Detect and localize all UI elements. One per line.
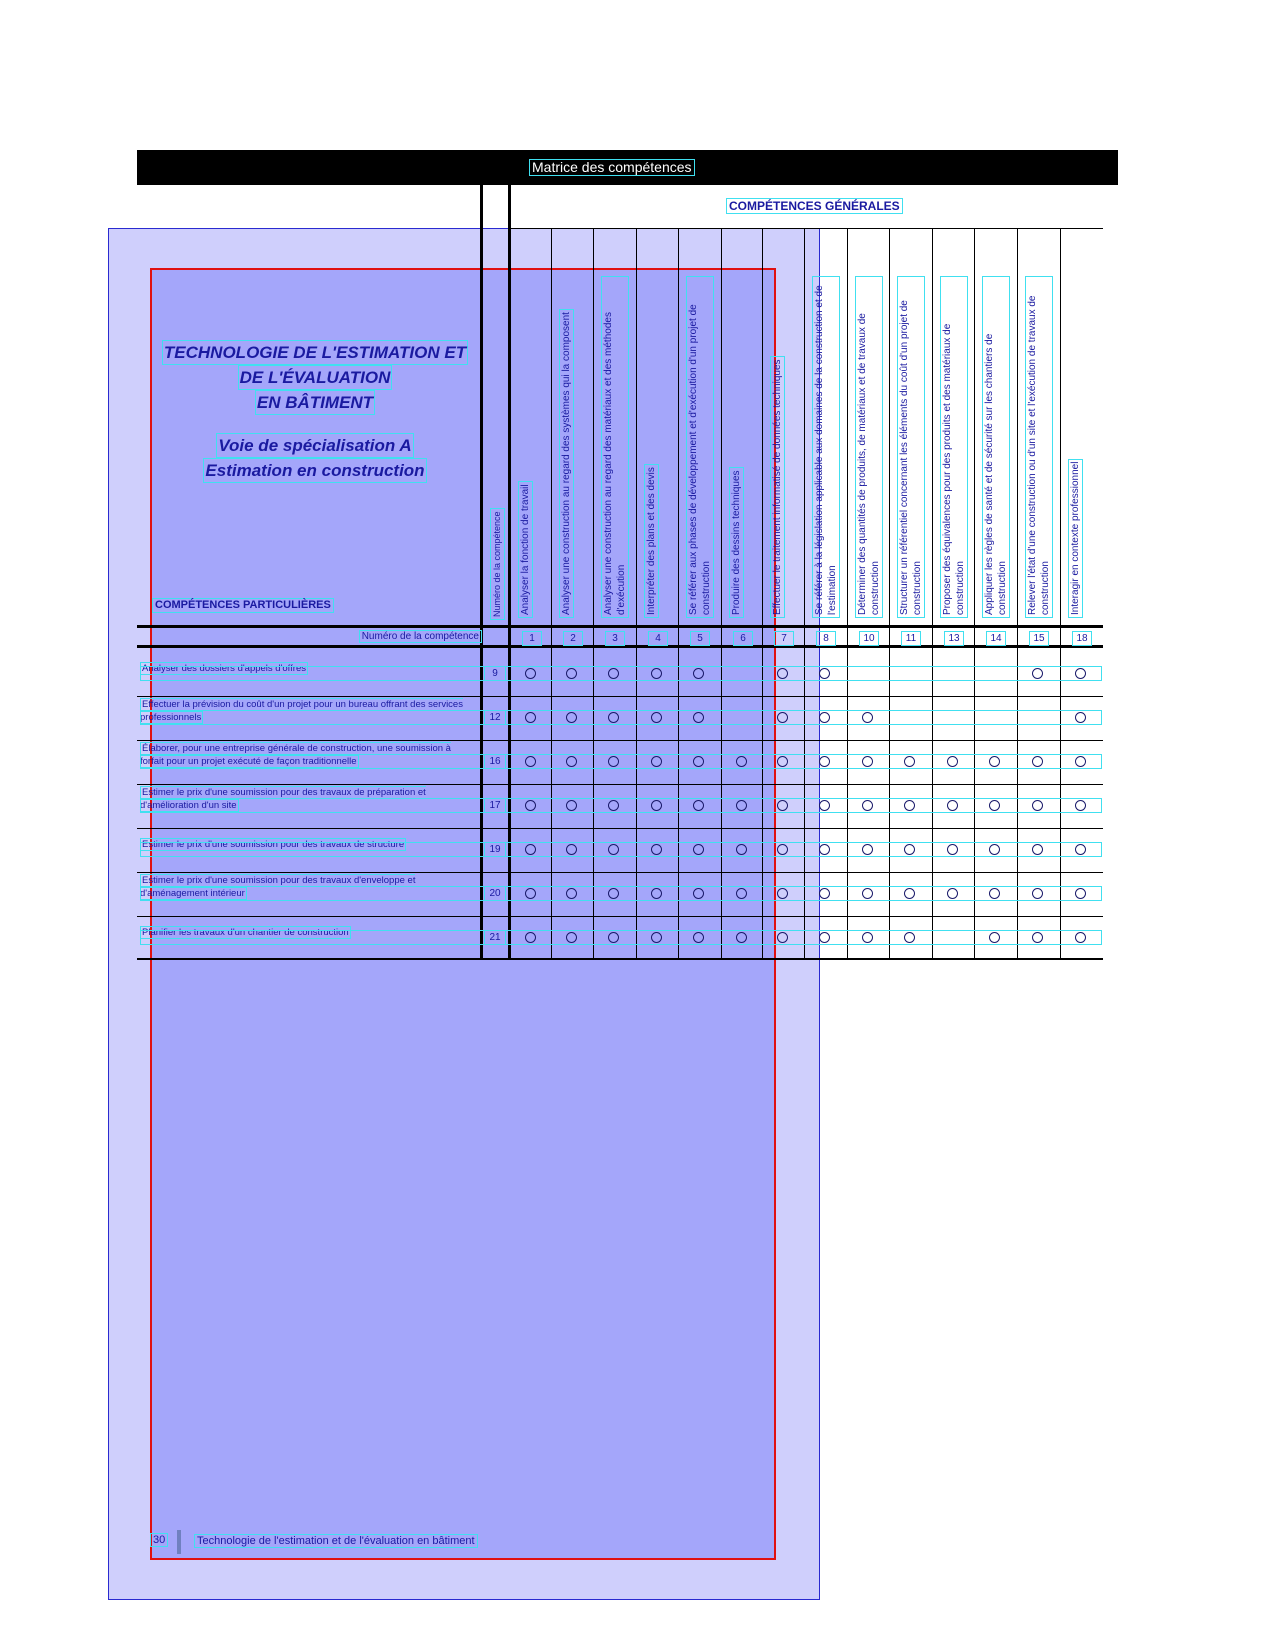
competency-link-mark [525, 668, 536, 679]
competency-link-mark [736, 932, 747, 943]
competency-link-mark [736, 888, 747, 899]
competency-link-mark [777, 932, 788, 943]
competency-link-mark [777, 844, 788, 855]
competency-link-mark [819, 844, 830, 855]
competency-link-mark [651, 756, 662, 767]
program-title [150, 340, 480, 415]
general-competency-header [855, 276, 885, 618]
competency-link-mark [736, 756, 747, 767]
competency-link-mark [525, 932, 536, 943]
competency-link-mark [904, 756, 915, 767]
program-title-line: DE L'ÉVALUATION [238, 365, 393, 390]
particular-competency-number: 12 [484, 710, 506, 725]
competency-link-mark [651, 668, 662, 679]
general-competency-label: Effectuer le traitement informatisé de données techniques [770, 356, 785, 618]
competency-link-mark [947, 756, 958, 767]
competency-link-mark [566, 800, 577, 811]
competency-link-mark [947, 888, 958, 899]
particular-competency-text: Analyser des dossiers d'appels d'offres [142, 663, 306, 674]
general-competency-label: Appliquer les règles de santé et de sécurité sur les chantiers de construction [982, 276, 1010, 618]
number-row-label [140, 631, 482, 642]
general-competency-number: 15 [1029, 631, 1049, 646]
row-divider [137, 784, 1103, 785]
competency-link-mark [1032, 800, 1043, 811]
page-title: Matrice des compétences [529, 159, 695, 176]
competency-link-mark [862, 888, 873, 899]
competency-link-mark [1032, 932, 1043, 943]
header-top-rule [510, 228, 1103, 229]
general-competency-number: 14 [986, 631, 1006, 646]
general-competency-number: 13 [944, 631, 964, 646]
competency-link-mark [1075, 668, 1086, 679]
competency-link-mark [1075, 932, 1086, 943]
general-competency-header [940, 276, 970, 618]
competency-link-mark [777, 756, 788, 767]
competency-link-mark [904, 800, 915, 811]
number-row-label-text: Numéro de la compétence [359, 630, 482, 643]
specialisation-line: Estimation en construction [203, 458, 426, 483]
row-divider [137, 740, 1103, 741]
competency-link-mark [608, 712, 619, 723]
competency-link-mark [651, 712, 662, 723]
competency-link-mark [566, 712, 577, 723]
general-competency-number: 3 [605, 631, 625, 646]
particular-competency-text: Élaborer, pour une entreprise générale de construction, une soumission à forfait pour un projet exécuté de façon traditionnelle [140, 743, 451, 767]
competency-link-mark [608, 800, 619, 811]
competency-link-mark [693, 888, 704, 899]
competency-link-mark [1032, 668, 1043, 679]
general-competency-number: 7 [774, 631, 794, 646]
competency-link-mark [989, 932, 1000, 943]
competency-link-mark [525, 844, 536, 855]
specialisation-line: Voie de spécialisation A [216, 433, 413, 458]
general-competency-label: Relever l'état d'une construction ou d'un site et l'exécution de travaux de construction [1025, 276, 1053, 618]
competency-link-mark [651, 844, 662, 855]
competency-link-mark [819, 712, 830, 723]
competency-link-mark [736, 800, 747, 811]
competency-link-mark [819, 800, 830, 811]
general-competency-header [897, 276, 927, 618]
general-competency-header [729, 276, 759, 618]
competency-link-mark [651, 932, 662, 943]
competency-link-mark [989, 844, 1000, 855]
competency-link-mark [566, 844, 577, 855]
competency-link-mark [566, 668, 577, 679]
competency-link-mark [525, 888, 536, 899]
competency-link-mark [862, 844, 873, 855]
general-competency-header [559, 276, 589, 618]
competency-link-mark [1075, 888, 1086, 899]
general-competency-number: 6 [733, 631, 753, 646]
competency-link-mark [651, 888, 662, 899]
particular-competency-text: Effectuer la prévision du coût d'un projet pour un bureau offrant des services professionnels [140, 699, 463, 723]
general-competency-label: Analyser la fonction de travail [518, 481, 533, 618]
program-title-line: EN BÂTIMENT [255, 390, 375, 415]
header-bottom-rule [137, 625, 1103, 628]
particular-competency-number: 20 [484, 886, 506, 901]
competency-link-mark [862, 800, 873, 811]
competency-link-mark [525, 800, 536, 811]
row-divider [137, 828, 1103, 829]
competency-link-mark [777, 888, 788, 899]
general-competency-number: 2 [563, 631, 583, 646]
competency-link-mark [989, 888, 1000, 899]
general-competency-number: 11 [901, 631, 921, 646]
particular-competency-number: 17 [484, 798, 506, 813]
competency-link-mark [693, 800, 704, 811]
particular-competency-text: Estimer le prix d'une soumission pour des travaux d'enveloppe et d'aménagement intérieur [140, 875, 416, 899]
particular-competency-text: Planifier les travaux d'un chantier de construction [142, 927, 349, 938]
competency-link-mark [947, 800, 958, 811]
program-title-line: TECHNOLOGIE DE L'ESTIMATION ET [162, 340, 468, 365]
number-column-header [490, 470, 506, 620]
competency-link-mark [819, 668, 830, 679]
particular-competency-number: 21 [484, 930, 506, 945]
competency-link-mark [608, 756, 619, 767]
table-bottom-rule [137, 958, 1103, 960]
competency-link-mark [862, 932, 873, 943]
competency-link-mark [862, 756, 873, 767]
competency-link-mark [819, 932, 830, 943]
competency-link-mark [862, 712, 873, 723]
particular-competency-number: 19 [484, 842, 506, 857]
competency-row-band [140, 666, 1102, 681]
competency-link-mark [819, 888, 830, 899]
general-competency-header [770, 276, 800, 618]
general-competency-label: Se référer aux phases de développement et d'exécution d'un projet de construction [686, 276, 714, 618]
competency-link-mark [1032, 844, 1043, 855]
competency-link-mark [989, 756, 1000, 767]
general-competency-header [644, 276, 674, 618]
page-footer [150, 1534, 475, 1547]
competency-link-mark [566, 932, 577, 943]
competency-link-mark [608, 668, 619, 679]
competency-link-mark [525, 712, 536, 723]
competency-link-mark [1075, 712, 1086, 723]
competency-link-mark [989, 800, 1000, 811]
competency-row-band [140, 930, 1102, 945]
particular-competencies-label: COMPÉTENCES PARTICULIÈRES [152, 598, 334, 613]
page-number: 30 [150, 1533, 168, 1547]
footer-text: Technologie de l'estimation et de l'évaluation en bâtiment [194, 1534, 478, 1548]
competency-link-mark [777, 800, 788, 811]
general-competency-label: Analyser une construction au regard des systèmes qui la composent [559, 309, 574, 618]
competency-link-mark [608, 888, 619, 899]
competency-link-mark [525, 756, 536, 767]
competency-link-mark [693, 844, 704, 855]
general-competency-label: Produire des dessins techniques [729, 467, 744, 618]
competency-link-mark [693, 932, 704, 943]
footer-divider [177, 1530, 181, 1554]
competency-link-mark [608, 932, 619, 943]
row-divider [137, 916, 1103, 917]
competency-link-mark [651, 800, 662, 811]
competency-link-mark [1075, 844, 1086, 855]
general-competency-number: 4 [648, 631, 668, 646]
particular-competency-number: 16 [484, 754, 506, 769]
general-competency-header [812, 276, 842, 618]
general-competency-label: Analyser une construction au regard des matériaux et des méthodes d'exécution [601, 276, 629, 618]
general-competency-number: 8 [816, 631, 836, 646]
competency-link-mark [1032, 756, 1043, 767]
competency-link-mark [608, 844, 619, 855]
row-divider [137, 872, 1103, 873]
general-competency-header [1068, 276, 1098, 618]
general-competency-number: 18 [1072, 631, 1092, 646]
general-competency-label: Interpréter des plans et des devis [644, 464, 659, 618]
general-competency-label: Proposer des équivalences pour des produits et des matériaux de construction [940, 276, 968, 618]
general-competency-number: 1 [522, 631, 542, 646]
general-competency-header [686, 276, 716, 618]
particular-competency-text: Estimer le prix d'une soumission pour des travaux de préparation et d'amélioration d'un site [140, 787, 426, 811]
general-competency-header [601, 276, 631, 618]
competency-link-mark [693, 712, 704, 723]
competency-link-mark [904, 932, 915, 943]
competency-link-mark [1075, 756, 1086, 767]
competency-link-mark [693, 756, 704, 767]
row-divider [137, 696, 1103, 697]
general-competency-label: Interagir en contexte professionnel [1068, 459, 1083, 618]
competency-link-mark [566, 888, 577, 899]
specialisation-title [180, 433, 450, 483]
competency-link-mark [904, 844, 915, 855]
particular-competency-text: Estimer le prix d'une soumission pour des travaux de structure [142, 839, 405, 850]
particular-competency-number: 9 [484, 666, 506, 681]
number-column-header-text: Numéro de la compétence [490, 508, 505, 620]
general-competency-label: Se référer à la législation applicable aux domaines de la construction et de l'estimation [812, 276, 840, 618]
competency-link-mark [777, 668, 788, 679]
competency-link-mark [947, 844, 958, 855]
general-competency-number: 5 [690, 631, 710, 646]
competency-link-mark [1075, 800, 1086, 811]
general-competencies-header: COMPÉTENCES GÉNÉRALES [726, 198, 903, 214]
competency-link-mark [1032, 888, 1043, 899]
competency-row-band [140, 710, 1102, 725]
competency-link-mark [693, 668, 704, 679]
general-competency-label: Déterminer des quantités de produits, de matériaux et de travaux de construction [855, 276, 883, 618]
competency-link-mark [777, 712, 788, 723]
general-competency-header [1025, 276, 1055, 618]
competency-link-mark [904, 888, 915, 899]
competency-link-mark [566, 756, 577, 767]
competency-link-mark [819, 756, 830, 767]
general-competency-header [982, 276, 1012, 618]
competency-link-mark [736, 844, 747, 855]
general-competency-number: 10 [859, 631, 879, 646]
general-competency-label: Structurer un référentiel concernant les éléments du coût d'un projet de construction [897, 276, 925, 618]
general-competency-header [518, 276, 548, 618]
